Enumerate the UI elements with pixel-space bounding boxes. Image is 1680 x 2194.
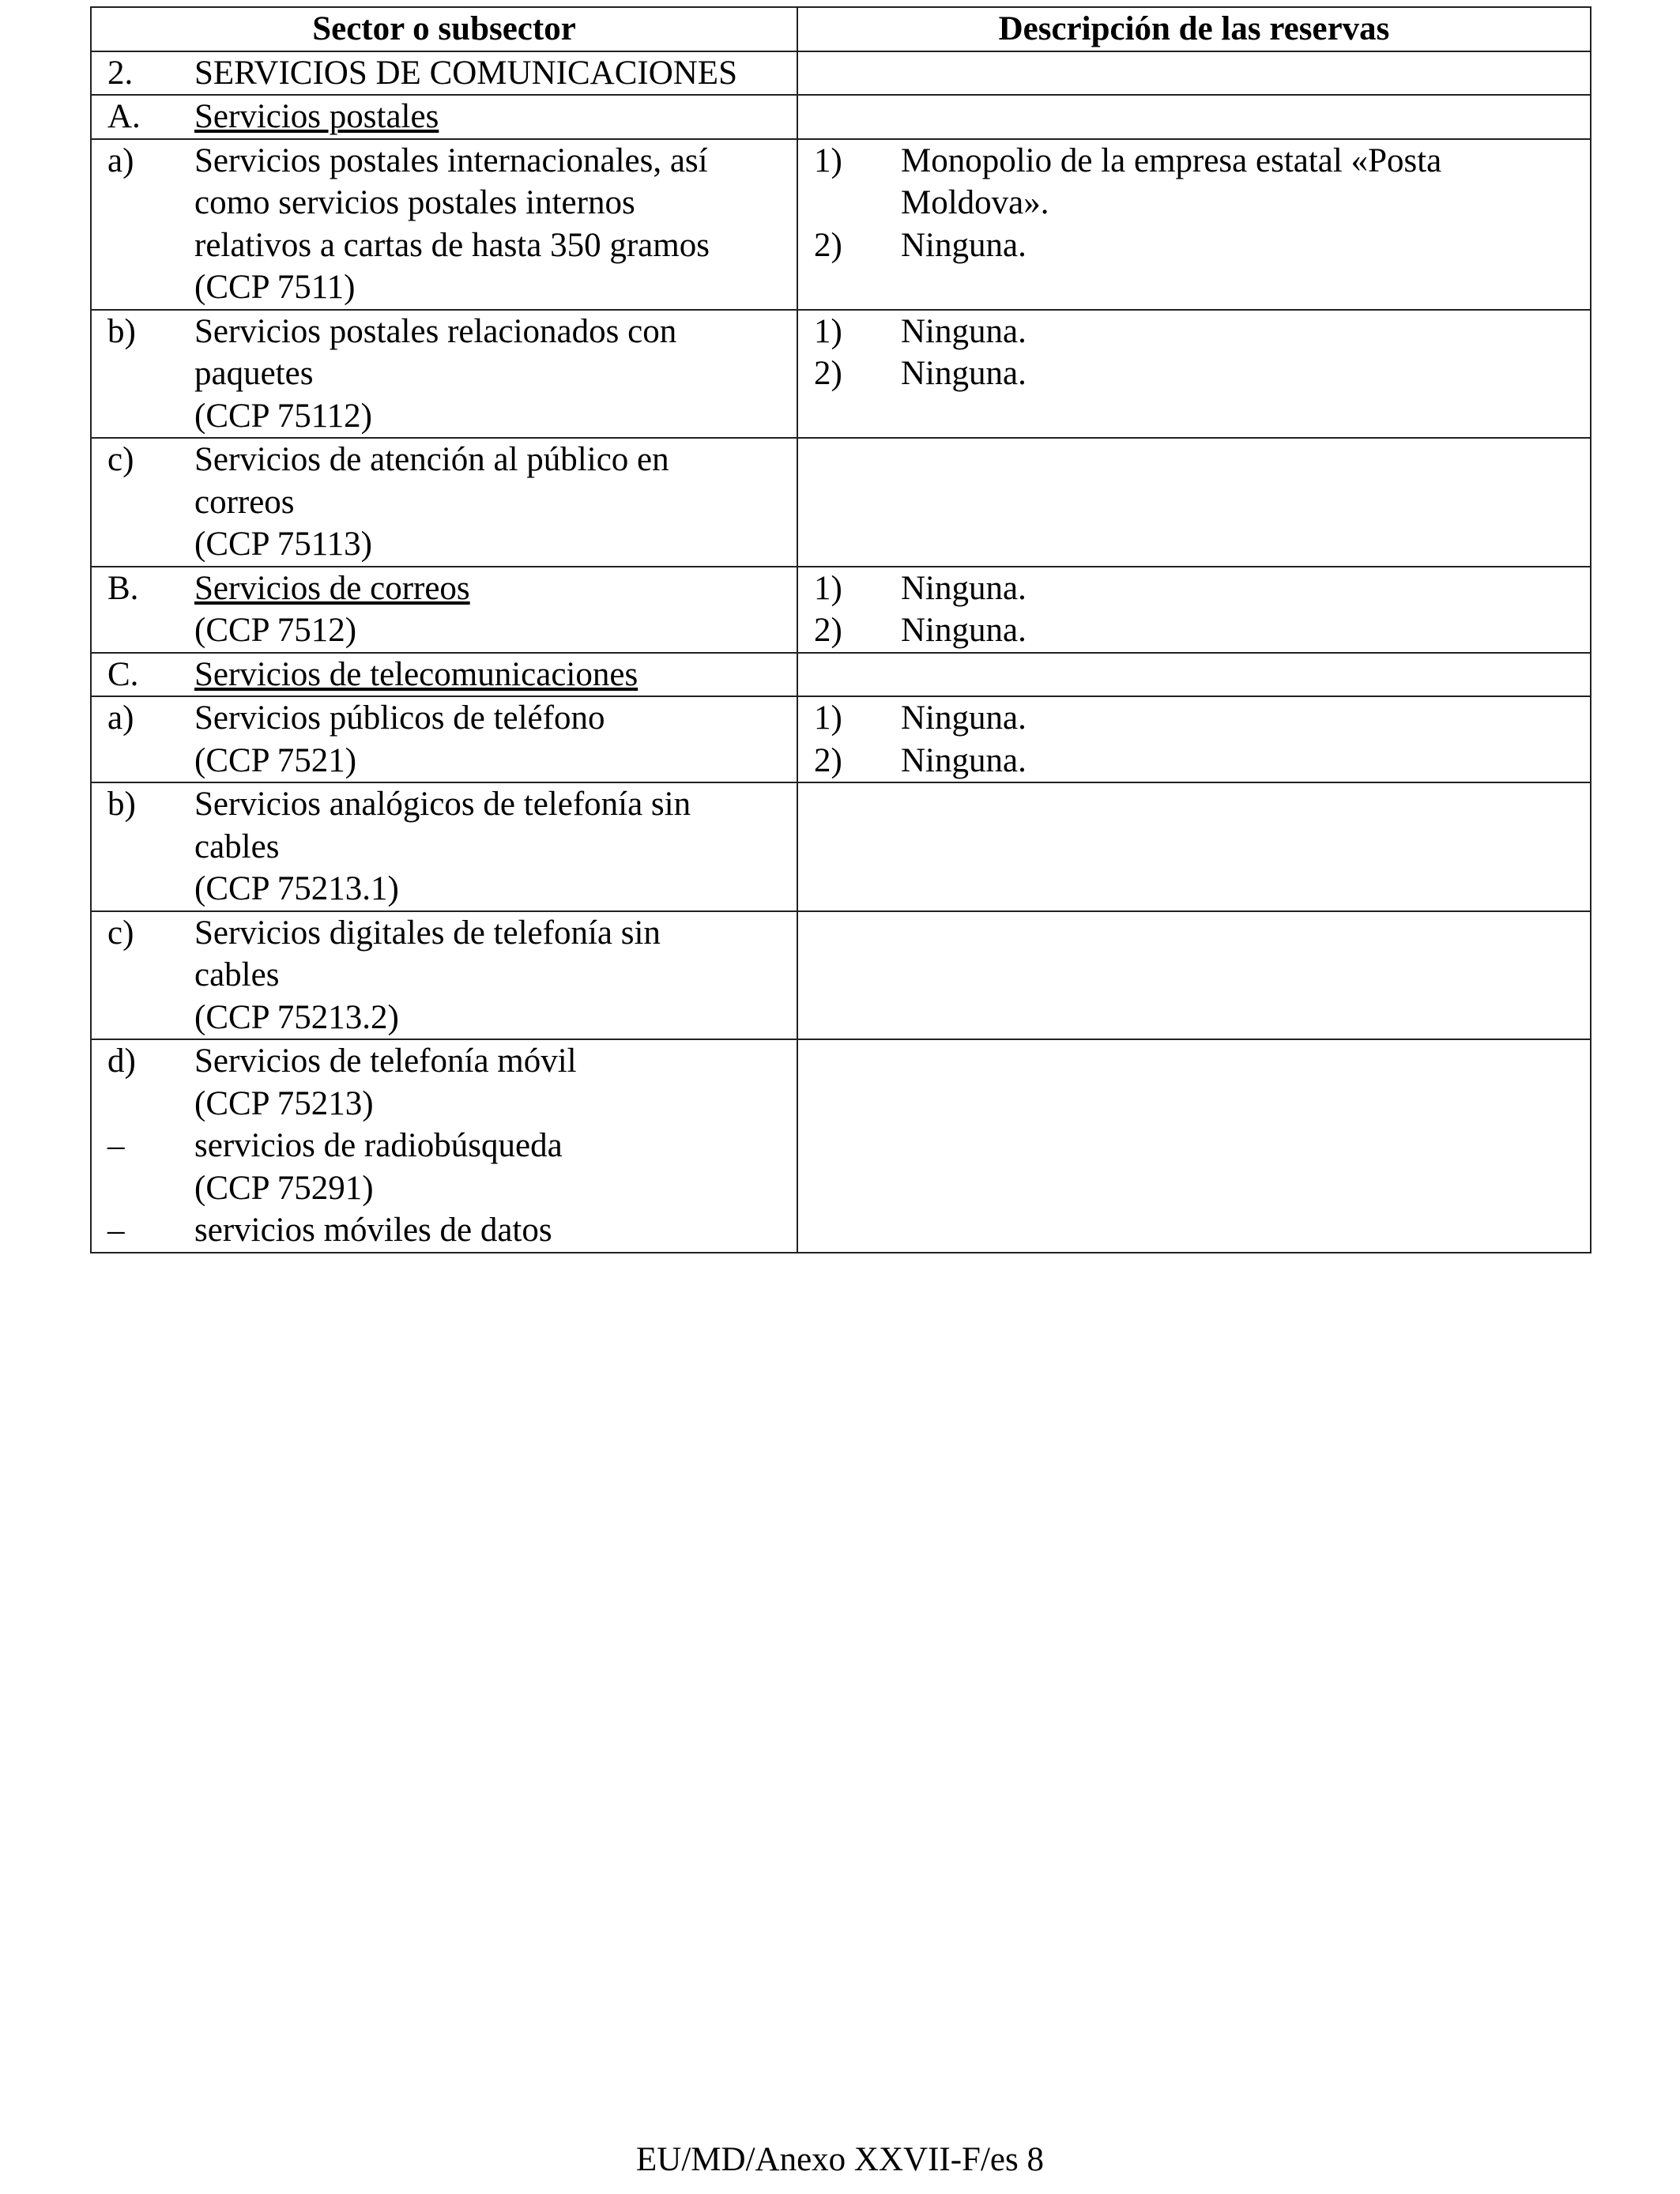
table-row [91, 567, 1591, 653]
entry-text [901, 140, 1590, 224]
entry-text [901, 567, 1590, 610]
entry-line: correos [194, 483, 295, 521]
entry-line: (CCP 75113) [194, 526, 372, 563]
entry-line: Servicios postales [194, 98, 439, 135]
entry-text [194, 783, 797, 910]
entry-text [901, 311, 1590, 353]
reservas-cell-entry [814, 224, 1590, 267]
entry-text [194, 912, 797, 1039]
reservas-cell-entry [814, 740, 1590, 782]
sector-cell-entry [107, 1125, 797, 1209]
entry-line: cables [194, 956, 280, 993]
entry-text [901, 697, 1590, 740]
header-sector: Sector o subsector [91, 7, 797, 51]
entry-line: (CCP 7521) [194, 741, 357, 779]
entry-line: Moldova». [901, 184, 1049, 221]
entry-label: 2) [814, 612, 842, 649]
reservations-table [90, 6, 1591, 1253]
sector-cell [91, 95, 797, 139]
sector-cell [91, 310, 797, 439]
entry-label: 1) [814, 699, 842, 737]
entry-label: B. [107, 569, 139, 607]
sector-cell [91, 139, 797, 310]
entry-line: Ninguna. [901, 569, 1026, 607]
reservas-cell [797, 51, 1591, 96]
entry-line: servicios de radiobúsqueda [194, 1127, 563, 1164]
entry-line: (CCP 75213) [194, 1084, 374, 1122]
sector-cell [91, 567, 797, 653]
entry-text [194, 1125, 797, 1209]
entry-line: (CCP 7511) [194, 269, 356, 306]
entry-line: servicios móviles de datos [194, 1212, 552, 1249]
entry-text [901, 609, 1590, 652]
reservas-cell [797, 438, 1591, 567]
entry-line: relativos a cartas de hasta 350 gramos [194, 226, 710, 264]
reservas-cell [797, 696, 1591, 782]
sector-cell-entry [107, 140, 797, 309]
reservas-cell-entry [814, 311, 1590, 353]
reservas-cell [797, 95, 1591, 139]
sector-cell-entry [107, 783, 797, 910]
entry-line: Servicios de telecomunicaciones [194, 655, 638, 693]
entry-line: Ninguna. [901, 355, 1026, 392]
reservas-cell-entry [814, 697, 1590, 740]
reservas-cell [797, 567, 1591, 653]
entry-text [194, 52, 797, 95]
entry-text [901, 352, 1590, 395]
sector-cell-entry [107, 311, 797, 438]
entry-text [901, 224, 1590, 267]
sector-cell [91, 653, 797, 697]
reservas-cell [797, 310, 1591, 439]
entry-label: b) [107, 786, 136, 823]
sector-cell-entry [107, 654, 797, 696]
sector-cell-entry [107, 567, 797, 610]
entry-text [194, 567, 797, 610]
entry-label: d) [107, 1042, 136, 1080]
table-body [91, 51, 1591, 1253]
table-row [91, 1039, 1591, 1253]
reservas-cell [797, 782, 1591, 911]
sector-cell [91, 438, 797, 567]
entry-label: b) [107, 312, 136, 350]
entry-line: Ninguna. [901, 741, 1026, 779]
sector-cell [91, 696, 797, 782]
sector-cell-entry [107, 912, 797, 1039]
entry-label: 1) [814, 569, 842, 607]
reservas-cell-entry [814, 567, 1590, 610]
entry-line: Servicios de atención al público en [194, 441, 669, 478]
entry-label: A. [107, 98, 141, 135]
entry-line: Servicios postales relacionados con [194, 312, 677, 350]
reservas-cell [797, 139, 1591, 310]
entry-line: Ninguna. [901, 699, 1026, 737]
entry-label [107, 609, 194, 652]
reservas-cell [797, 653, 1591, 697]
sector-cell-entry [107, 1209, 797, 1252]
entry-label: c) [107, 914, 134, 952]
table-row [91, 51, 1591, 96]
entry-line: Servicios públicos de teléfono [194, 699, 605, 737]
entry-text [194, 96, 797, 138]
table-header-row [91, 7, 1591, 51]
entry-label: 2) [814, 741, 842, 779]
reservas-cell-entry [814, 609, 1590, 652]
reservas-cell [797, 911, 1591, 1040]
entry-text [194, 140, 797, 309]
entry-line: SERVICIOS DE COMUNICACIONES [194, 54, 737, 92]
entry-line: Ninguna. [901, 612, 1026, 649]
sector-cell-entry [107, 52, 797, 95]
entry-line: cables [194, 827, 280, 865]
entry-label: – [107, 1212, 125, 1249]
entry-line: Ninguna. [901, 312, 1026, 350]
sector-cell [91, 1039, 797, 1253]
entry-label: C. [107, 655, 139, 693]
entry-label: 1) [814, 141, 842, 179]
entry-line: (CCP 7512) [194, 612, 357, 649]
table-row [91, 696, 1591, 782]
table-row [91, 310, 1591, 439]
sector-cell [91, 782, 797, 911]
reservas-cell-entry [814, 140, 1590, 224]
entry-label: 1) [814, 312, 842, 350]
entry-line: Servicios de correos [194, 569, 470, 607]
entry-line: Servicios digitales de telefonía sin [194, 914, 661, 952]
entry-line: Ninguna. [901, 226, 1026, 264]
entry-text [194, 1209, 797, 1252]
sector-cell-entry [107, 1040, 797, 1125]
table-row [91, 95, 1591, 139]
entry-label: c) [107, 441, 134, 478]
sector-cell-entry [107, 96, 797, 138]
entry-line: (CCP 75112) [194, 397, 372, 435]
entry-line: (CCP 75213.1) [194, 870, 399, 907]
entry-line: Servicios postales internacionales, así [194, 141, 708, 179]
entry-text [194, 439, 797, 566]
entry-text [194, 311, 797, 438]
sector-cell-entry [107, 609, 797, 652]
entry-label: a) [107, 141, 134, 179]
entry-text [194, 697, 797, 782]
sector-cell-entry [107, 697, 797, 782]
table-row [91, 911, 1591, 1040]
reservas-cell [797, 1039, 1591, 1253]
entry-line: Servicios analógicos de telefonía sin [194, 786, 691, 823]
sector-cell [91, 51, 797, 96]
entry-text [194, 654, 797, 696]
entry-text [194, 609, 797, 652]
entry-label: 2) [814, 355, 842, 392]
entry-line: Monopolio de la empresa estatal «Posta [901, 141, 1442, 179]
entry-text [901, 740, 1590, 782]
entry-label: 2) [814, 226, 842, 264]
entry-line: Servicios de telefonía móvil [194, 1042, 577, 1080]
sector-cell-entry [107, 439, 797, 566]
reservas-cell-entry [814, 352, 1590, 395]
table-row [91, 438, 1591, 567]
table-row [91, 782, 1591, 911]
entry-line: (CCP 75291) [194, 1169, 374, 1207]
entry-label: – [107, 1127, 125, 1164]
entry-label: a) [107, 699, 134, 737]
entry-line: (CCP 75213.2) [194, 998, 399, 1036]
table-row [91, 653, 1591, 697]
entry-line: paquetes [194, 355, 314, 392]
sector-cell [91, 911, 797, 1040]
entry-line: como servicios postales internos [194, 184, 635, 221]
table-row [91, 139, 1591, 310]
header-descripcion: Descripción de las reservas [797, 7, 1591, 51]
page-footer-reference: EU/MD/Anexo XXVII-F/es 8 [636, 2141, 1044, 2178]
entry-text [194, 1040, 797, 1125]
entry-label: 2. [107, 54, 134, 92]
